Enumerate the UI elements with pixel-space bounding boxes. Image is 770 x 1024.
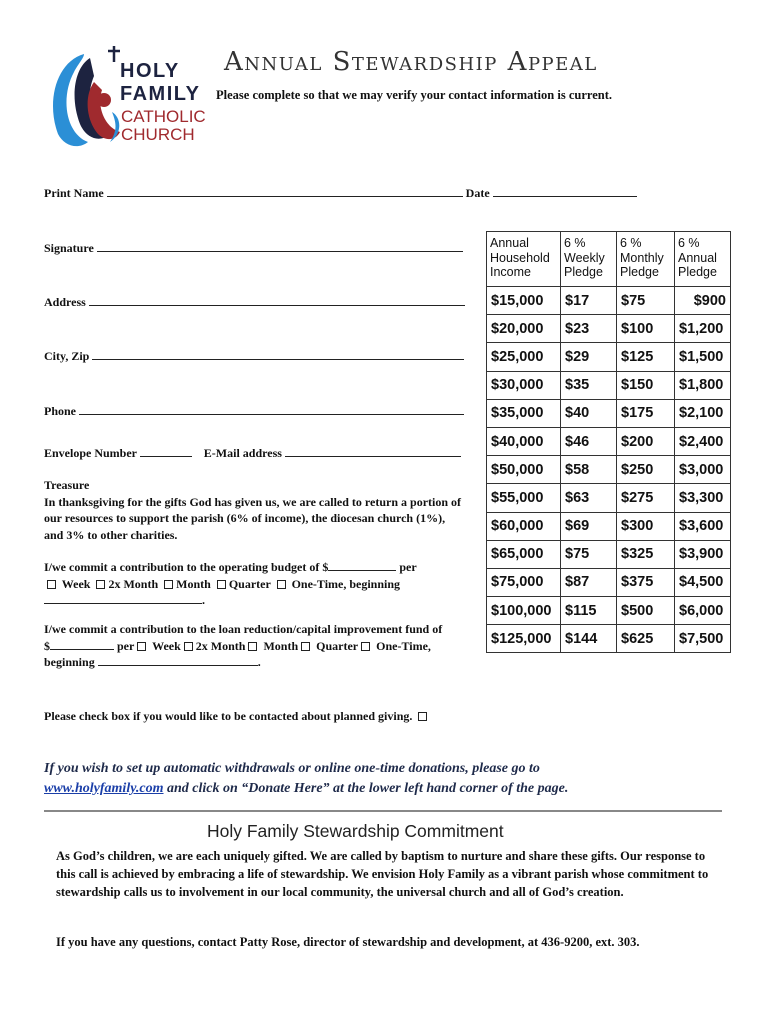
city-zip-field[interactable] — [92, 349, 464, 360]
address-label: Address — [44, 295, 86, 309]
logo-text-family: FAMILY — [120, 83, 201, 105]
pledge-table-header — [487, 232, 731, 287]
pledge-cell-annual: $6,000 — [675, 597, 731, 625]
pledge-row — [487, 315, 731, 343]
operating-quarter-label: Quarter — [228, 576, 271, 591]
pledge-cell-monthly: $125 — [617, 343, 675, 371]
online-giving-text-1: If you wish to set up automatic withdrawals or online one-time donations, please go to — [44, 761, 540, 776]
date-field[interactable] — [493, 186, 637, 197]
logo-text-holy: HOLY — [120, 60, 180, 82]
print-name-label: Print Name — [44, 186, 104, 200]
planned-giving-row — [44, 708, 430, 725]
pledge-cell-weekly: $17 — [561, 287, 617, 315]
loan-dollar-label: $ — [44, 638, 50, 653]
header-household-income: Annual Household Income — [487, 232, 561, 287]
planned-giving-checkbox[interactable] — [418, 712, 427, 721]
pledge-cell-weekly: $87 — [561, 568, 617, 596]
pledge-cell-weekly: $144 — [561, 625, 617, 653]
pledge-row — [487, 371, 731, 399]
operating-per-label: per — [399, 560, 417, 574]
treasure-text-1: In thanksgiving for the gifts God has given us, we are called to return a portion of — [44, 494, 462, 509]
pledge-row — [487, 427, 731, 455]
loan-2x-month-label: 2x Month — [195, 638, 246, 653]
pledge-cell-monthly: $500 — [617, 597, 675, 625]
operating-budget-section: I/we commit a contribution to the operating budget of $ per Week 2x Month Month Quarter One-Time, beginning . — [44, 560, 417, 607]
date-label: Date — [465, 186, 490, 200]
operating-2x-month-checkbox[interactable] — [96, 580, 105, 589]
pledge-cell-annual: $2,400 — [675, 427, 731, 455]
pledge-cell-weekly: $23 — [561, 315, 617, 343]
email-field[interactable] — [285, 446, 461, 457]
pledge-cell-annual: $4,500 — [675, 568, 731, 596]
pledge-cell-annual: $2,100 — [675, 399, 731, 427]
phone-field[interactable] — [79, 404, 464, 415]
pledge-cell-income: $125,000 — [487, 625, 561, 653]
website-link[interactable]: www.holyfamily.com — [44, 781, 164, 796]
pledge-cell-weekly: $40 — [561, 399, 617, 427]
pledge-row — [487, 399, 731, 427]
pledge-cell-annual: $3,000 — [675, 456, 731, 484]
operating-week-label: Week — [61, 576, 91, 591]
signature-row — [44, 241, 463, 256]
pledge-cell-weekly: $75 — [561, 540, 617, 568]
pledge-cell-income: $30,000 — [487, 371, 561, 399]
operating-week-checkbox[interactable] — [47, 580, 56, 589]
pledge-cell-monthly: $250 — [617, 456, 675, 484]
loan-fund-section: I/we commit a contribution to the loan reduction/capital improvement fund of $ per Week 2x Month Month Quarter One-Time, beginning . — [44, 621, 488, 671]
operating-budget-text: I/we commit a contribution to the operating budget of $ — [44, 560, 329, 574]
signature-label: Signature — [44, 241, 94, 255]
pledge-cell-annual: $1,500 — [675, 343, 731, 371]
operating-amount-field[interactable] — [328, 560, 396, 571]
pledge-cell-monthly: $175 — [617, 399, 675, 427]
envelope-email-row — [44, 446, 461, 461]
pledge-cell-monthly: $75 — [617, 287, 675, 315]
pledge-cell-annual: $3,900 — [675, 540, 731, 568]
operating-one-time-checkbox[interactable] — [277, 580, 286, 589]
commitment-paragraph: As God’s children, we are each uniquely gifted. We are called by baptism to nurture and share these gifts. Our response to this call is achieved by embracing a life of stewardship. We envision Holy Family as a vibrant parish whose commitment to stewardship calls us to involvement in our local community, the universal church and all of God’s creation. — [56, 849, 709, 899]
pledge-table — [486, 231, 731, 653]
operating-beginning-field[interactable] — [44, 593, 202, 604]
planned-giving-text: Please check box if you would like to be contacted about planned giving. — [44, 709, 413, 723]
pledge-cell-annual: $7,500 — [675, 625, 731, 653]
pledge-cell-income: $75,000 — [487, 568, 561, 596]
city-zip-label: City, Zip — [44, 349, 90, 363]
loan-quarter-label: Quarter — [316, 638, 359, 653]
loan-one-time-checkbox[interactable] — [361, 642, 370, 651]
header-weekly-pledge: 6 % Weekly Pledge — [561, 232, 617, 287]
pledge-cell-income: $40,000 — [487, 427, 561, 455]
pledge-cell-weekly: $115 — [561, 597, 617, 625]
pledge-cell-annual: $900 — [675, 287, 731, 315]
pledge-cell-income: $35,000 — [487, 399, 561, 427]
loan-2x-month-checkbox[interactable] — [184, 642, 193, 651]
operating-month-checkbox[interactable] — [164, 580, 173, 589]
pledge-row — [487, 568, 731, 596]
pledge-cell-income: $55,000 — [487, 484, 561, 512]
loan-per-label: per — [117, 638, 135, 653]
loan-month-label: Month — [263, 638, 299, 653]
loan-week-label: Week — [152, 638, 181, 653]
pledge-cell-income: $20,000 — [487, 315, 561, 343]
envelope-number-field[interactable] — [140, 446, 192, 457]
pledge-cell-annual: $1,800 — [675, 371, 731, 399]
pledge-cell-monthly: $325 — [617, 540, 675, 568]
pledge-row — [487, 456, 731, 484]
loan-week-checkbox[interactable] — [137, 642, 146, 651]
pledge-cell-annual: $3,600 — [675, 512, 731, 540]
print-name-row — [44, 186, 637, 201]
loan-quarter-checkbox[interactable] — [301, 642, 310, 651]
pledge-cell-weekly: $58 — [561, 456, 617, 484]
phone-row — [44, 404, 464, 419]
pledge-cell-income: $65,000 — [487, 540, 561, 568]
envelope-number-label: Envelope Number — [44, 446, 137, 460]
loan-month-checkbox[interactable] — [248, 642, 257, 651]
treasure-text-3: and 3% to other charities. — [44, 527, 178, 542]
pledge-cell-annual: $1,200 — [675, 315, 731, 343]
pledge-row — [487, 512, 731, 540]
page-subtitle: Please complete so that we may verify your contact information is current. — [216, 88, 612, 102]
address-row — [44, 295, 465, 310]
treasure-text-2: our resources to support the parish (6% of income), the diocesan church (1%), — [44, 511, 446, 525]
loan-fund-text: I/we commit a contribution to the loan reduction/capital improvement fund of — [44, 622, 443, 636]
online-giving-note — [44, 759, 684, 799]
signature-field[interactable] — [97, 241, 463, 252]
pledge-cell-monthly: $200 — [617, 427, 675, 455]
city-zip-row — [44, 349, 464, 364]
operating-quarter-checkbox[interactable] — [217, 580, 226, 589]
pledge-cell-income: $50,000 — [487, 456, 561, 484]
pledge-cell-monthly: $150 — [617, 371, 675, 399]
address-field[interactable] — [89, 295, 465, 306]
operating-month-label: Month — [176, 576, 211, 591]
online-giving-text-2: and click on “Donate Here” at the lower left hand corner of the page. — [167, 781, 569, 796]
pledge-cell-monthly: $275 — [617, 484, 675, 512]
pledge-cell-weekly: $35 — [561, 371, 617, 399]
pledge-cell-weekly: $63 — [561, 484, 617, 512]
pledge-cell-monthly: $300 — [617, 512, 675, 540]
pledge-cell-weekly: $29 — [561, 343, 617, 371]
print-name-field[interactable] — [107, 186, 463, 197]
operating-2x-month-label: 2x Month — [108, 576, 159, 591]
pledge-cell-annual: $3,300 — [675, 484, 731, 512]
pledge-row — [487, 287, 731, 315]
pledge-cell-income: $60,000 — [487, 512, 561, 540]
pledge-cell-income: $100,000 — [487, 597, 561, 625]
pledge-cell-income: $15,000 — [487, 287, 561, 315]
pledge-row — [487, 625, 731, 653]
operating-one-time-label: One-Time, beginning — [291, 576, 401, 591]
loan-beginning-field[interactable] — [98, 655, 258, 666]
phone-label: Phone — [44, 404, 77, 418]
section-divider — [44, 810, 722, 812]
commitment-title: Holy Family Stewardship Commitment — [207, 821, 504, 841]
loan-amount-field[interactable] — [50, 639, 114, 650]
pledge-cell-weekly: $69 — [561, 512, 617, 540]
pledge-cell-income: $25,000 — [487, 343, 561, 371]
treasure-heading: Treasure — [44, 478, 90, 492]
treasure-section — [44, 477, 494, 543]
pledge-cell-monthly: $625 — [617, 625, 675, 653]
pledge-row — [487, 343, 731, 371]
loan-one-time-label: One-Time, — [376, 638, 431, 653]
logo-text-church: CHURCH — [121, 125, 195, 144]
page-title: Annual Stewardship Appeal — [224, 47, 598, 77]
pledge-row — [487, 597, 731, 625]
pledge-row — [487, 540, 731, 568]
loan-beginning-label: beginning — [44, 655, 95, 669]
pledge-cell-monthly: $375 — [617, 568, 675, 596]
header-annual-pledge: 6 % Annual Pledge — [675, 232, 731, 287]
pledge-row — [487, 484, 731, 512]
pledge-cell-monthly: $100 — [617, 315, 675, 343]
header-monthly-pledge: 6 % Monthly Pledge — [617, 232, 675, 287]
pledge-cell-weekly: $46 — [561, 427, 617, 455]
logo-text-catholic: CATHOLIC — [121, 107, 206, 126]
email-label: E-Mail address — [203, 446, 282, 460]
contact-info: If you have any questions, contact Patty Rose, director of stewardship and development, at 436-9200, ext. 303. — [56, 935, 640, 949]
